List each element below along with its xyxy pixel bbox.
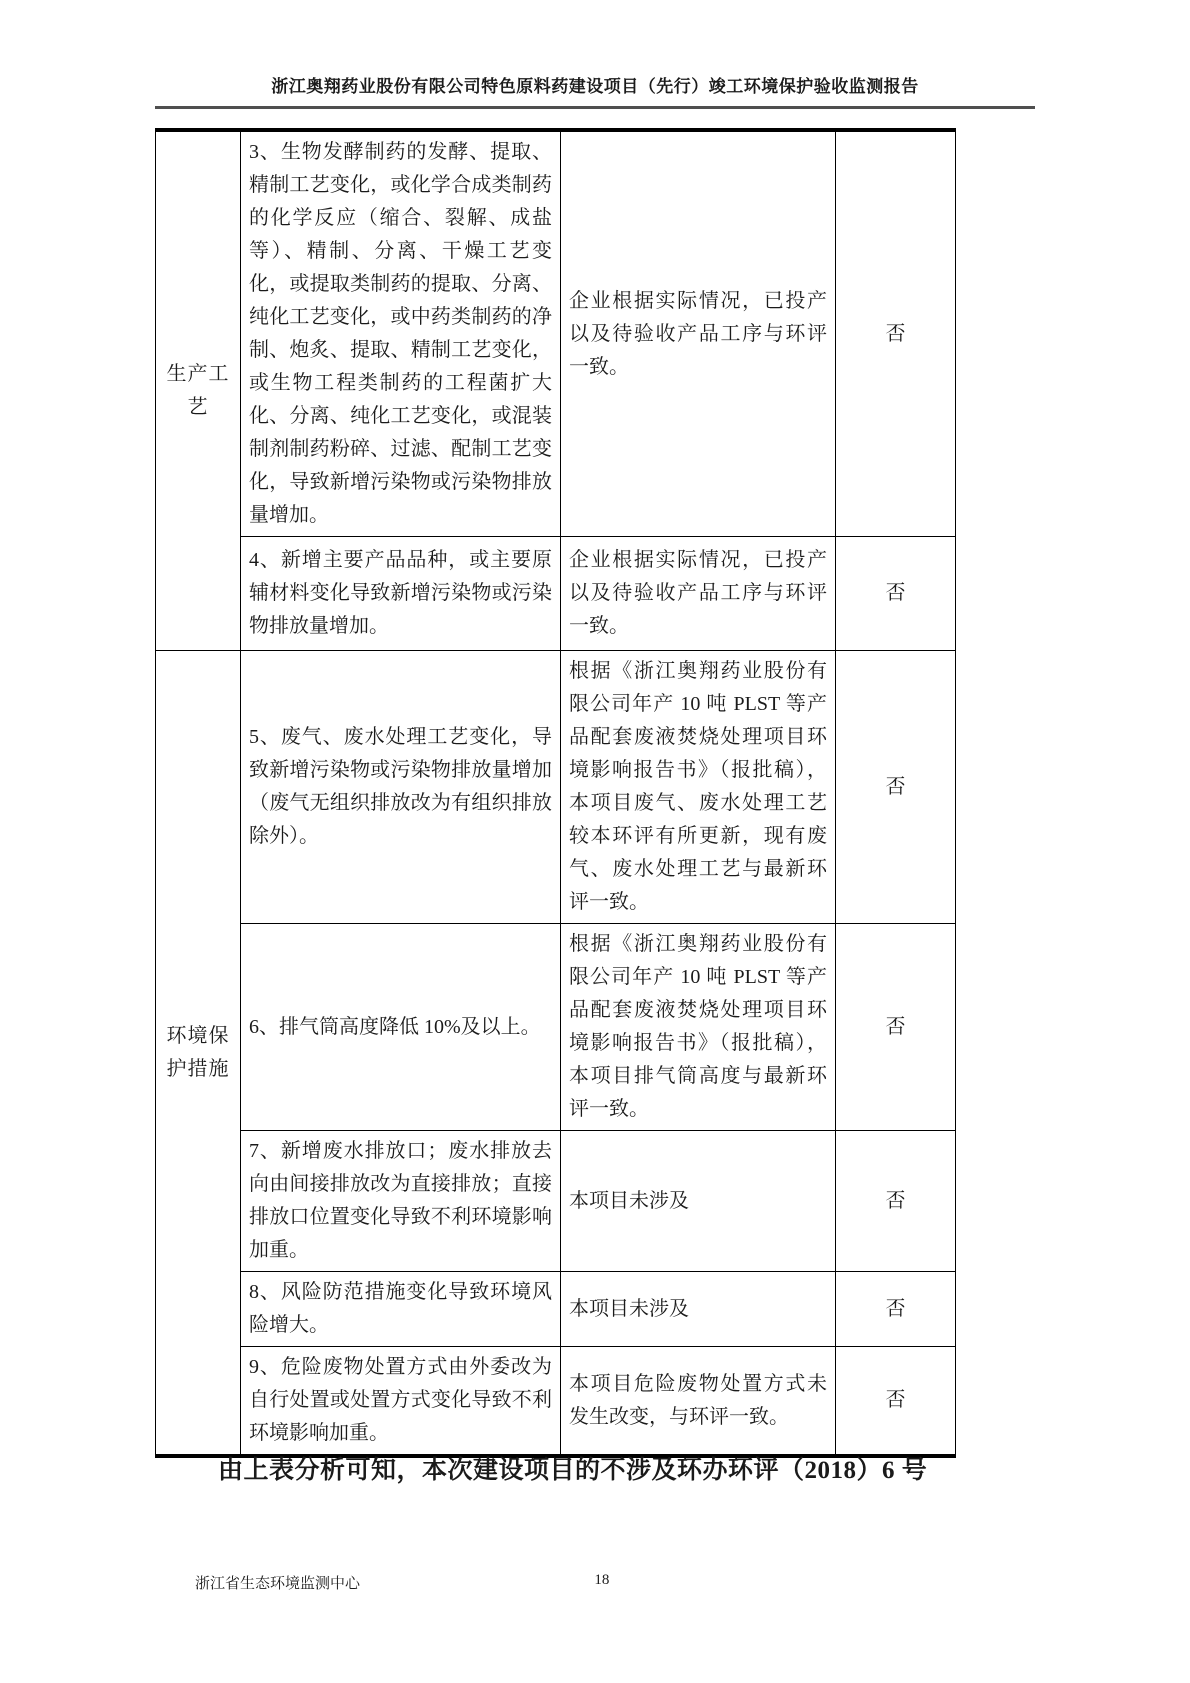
change-comparison-table bbox=[155, 128, 956, 1458]
closing-paragraph: 由上表分析可知，本次建设项目的不涉及环办环评（2018）6 号 bbox=[218, 1457, 928, 1484]
answer-cell-8: 否 bbox=[836, 1272, 956, 1347]
category-cell-env-protection: 环境保护措施 bbox=[156, 651, 241, 1457]
answer-cell-6: 否 bbox=[836, 924, 956, 1131]
footer-page-number: 18 bbox=[594, 1572, 610, 1588]
table-row-7 bbox=[156, 1131, 956, 1272]
situation-cell-3: 企业根据实际情况，已投产以及待验收产品工序与环评一致。 bbox=[561, 130, 836, 537]
situation-cell-9: 本项目危险废物处置方式未发生改变，与环评一致。 bbox=[561, 1347, 836, 1457]
answer-cell-7: 否 bbox=[836, 1131, 956, 1272]
item-cell-7: 7、新增废水排放口；废水排放去向由间接排放改为直接排放；直接排放口位置变化导致不利环境影响加重。 bbox=[241, 1131, 561, 1272]
table-row-9 bbox=[156, 1347, 956, 1457]
table-row-8 bbox=[156, 1272, 956, 1347]
item-cell-4: 4、新增主要产品品种，或主要原辅材料变化导致新增污染物或污染物排放量增加。 bbox=[241, 537, 561, 651]
answer-cell-9: 否 bbox=[836, 1347, 956, 1457]
footer-organization: 浙江省生态环境监测中心 bbox=[195, 1576, 361, 1592]
situation-cell-6: 根据《浙江奥翔药业股份有限公司年产 10 吨 PLST 等产品配套废液焚烧处理项目环境影响报告书》（报批稿），本项目排气筒高度与最新环评一致。 bbox=[561, 924, 836, 1131]
table-row-5 bbox=[156, 651, 956, 924]
situation-cell-5: 根据《浙江奥翔药业股份有限公司年产 10 吨 PLST 等产品配套废液焚烧处理项目环境影响报告书》（报批稿），本项目废气、废水处理工艺较本环评有所更新，现有废气、废水处理工艺与最新环评一致。 bbox=[561, 651, 836, 924]
table-row-3 bbox=[156, 130, 956, 537]
situation-cell-7: 本项目未涉及 bbox=[561, 1131, 836, 1272]
table-row-6 bbox=[156, 924, 956, 1131]
item-cell-6: 6、排气筒高度降低 10%及以上。 bbox=[241, 924, 561, 1131]
item-cell-8: 8、风险防范措施变化导致环境风险增大。 bbox=[241, 1272, 561, 1347]
answer-cell-4: 否 bbox=[836, 537, 956, 651]
situation-cell-4: 企业根据实际情况，已投产以及待验收产品工序与环评一致。 bbox=[561, 537, 836, 651]
page-header bbox=[155, 72, 1035, 109]
item-cell-9: 9、危险废物处置方式由外委改为自行处置或处置方式变化导致不利环境影响加重。 bbox=[241, 1347, 561, 1457]
page-footer bbox=[0, 1572, 1190, 1596]
table-row-4 bbox=[156, 537, 956, 651]
item-cell-5: 5、废气、废水处理工艺变化，导致新增污染物或污染物排放量增加（废气无组织排放改为有组织排放除外）。 bbox=[241, 651, 561, 924]
situation-cell-8: 本项目未涉及 bbox=[561, 1272, 836, 1347]
item-cell-3: 3、生物发酵制药的发酵、提取、精制工艺变化，或化学合成类制药的化学反应（缩合、裂解、成盐等）、精制、分离、干燥工艺变化，或提取类制药的提取、分离、纯化工艺变化，或中药类制药的净制、炮炙、提取、精制工艺变化，或生物工程类制药的工程菌扩大化、分离、纯化工艺变化，或混装制剂制药粉碎、过滤、配制工艺变化，导致新增污染物或污染物排放量增加。 bbox=[241, 130, 561, 537]
answer-cell-5: 否 bbox=[836, 651, 956, 924]
category-cell-production-process: 生产工艺 bbox=[156, 130, 241, 651]
report-title: 浙江奥翔药业股份有限公司特色原料药建设项目（先行）竣工环境保护验收监测报告 bbox=[271, 77, 919, 96]
answer-cell-3: 否 bbox=[836, 130, 956, 537]
